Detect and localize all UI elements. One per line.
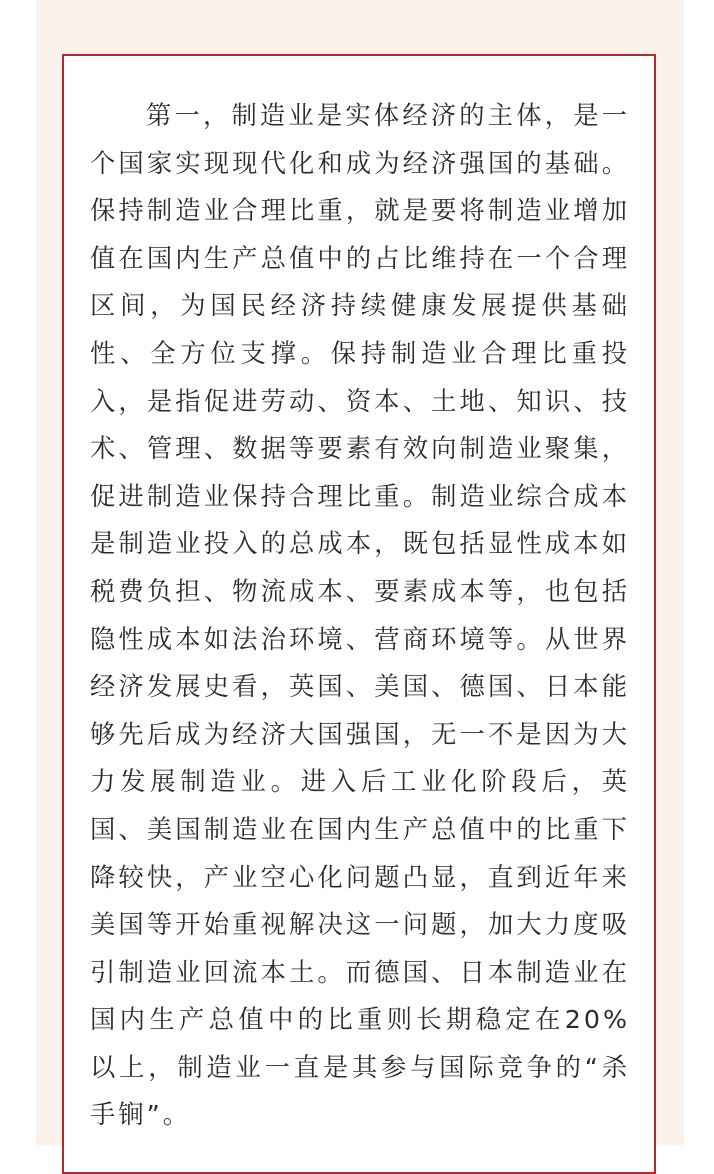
article-paragraph: 第一，制造业是实体经济的主体，是一个国家实现现代化和成为经济强国的基础。保持制造业合理比重，就是要将制造业增加值在国内生产总值中的占比维持在一个合理区间，为国民经济持续健康发展提供基础性、全方位支撑。保持制造业合理比重投入，是指促进劳动、资本、土地、知识、技术、管理、数据等要素有效向制造业聚集，促进制造业保持合理比重。制造业综合成本是制造业投入的总成本，既包括显性成本如税费负担、物流成本、要素成本等，也包括隐性成本如法治环境、营商环境等。从世界经济发展史看，英国、美国、德国、日本能够先后成为经济大国强国，无一不是因为大力发展制造业。进入后工业化阶段后，英国、美国制造业在国内生产总值中的比重下降较快，产业空心化问题凸显，直到近年来美国等开始重视解决这一问题，加大力度吸引制造业回流本土。而德国、日本制造业在国内生产总值中的比重则长期稳定在20%以上，制造业一直是其参与国际竞争的“杀手锏”。 xyxy=(90,101,630,1130)
